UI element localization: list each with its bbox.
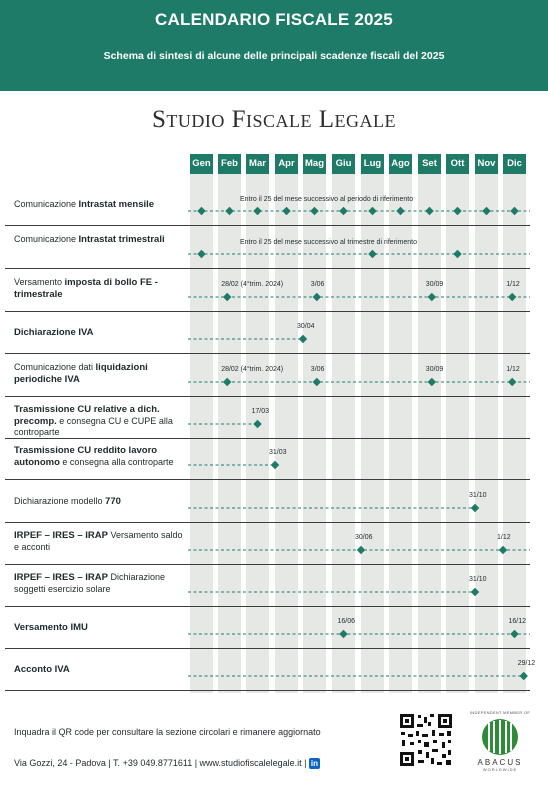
deadline-date: 29/12 <box>517 660 536 667</box>
deadline-marker <box>510 207 518 215</box>
deadline-marker <box>223 293 231 301</box>
deadline-marker <box>299 335 307 343</box>
abacus-emblem-icon <box>480 717 520 757</box>
month-header-ago: Ago <box>389 154 412 174</box>
deadline-date: 31/10 <box>469 492 487 499</box>
row-label-text: e consegna alla controparte <box>59 456 174 467</box>
abacus-logo <box>466 710 534 776</box>
deadline-date: 31/10 <box>469 576 487 583</box>
month-header-set: Set <box>418 154 441 174</box>
deadline-marker <box>197 207 205 215</box>
row-label <box>14 234 190 246</box>
row-label-bold: Versamento IMU <box>14 622 88 633</box>
row-label <box>14 572 190 595</box>
row-label <box>14 622 190 634</box>
deadline-date: 28/02 (4°trim. 2024) <box>221 366 284 373</box>
row-label-bold: Intrastat mensile <box>78 199 155 210</box>
deadline-marker <box>519 672 527 680</box>
deadline-marker <box>313 378 321 386</box>
deadline-marker <box>425 207 433 215</box>
month-header-mar: Mar <box>246 154 269 174</box>
deadline-marker <box>223 378 231 386</box>
deadline-marker <box>508 293 516 301</box>
partner-name: ABACUS <box>477 758 523 767</box>
row-label-text: Versamento saldo e acconti <box>14 530 183 552</box>
deadline-marker <box>471 588 479 596</box>
deadline-date: 3/06 <box>310 366 325 373</box>
month-header-mag: Mag <box>303 154 326 174</box>
row-label-text: Dichiarazione soggetti esercizio solare <box>14 572 166 594</box>
month-header-dic: Dic <box>503 154 526 174</box>
row-label <box>14 496 190 508</box>
deadline-marker <box>271 461 279 469</box>
month-header-gen: Gen <box>190 154 213 174</box>
deadline-date: 30/04 <box>297 323 315 330</box>
deadline-date: 3/06 <box>310 281 325 288</box>
qr-instruction: Inquadra il QR code per consultare la sezione circolari e rimanere aggiornato <box>14 727 321 737</box>
deadline-marker <box>510 630 518 638</box>
row-label-text: Dichiarazione modello <box>14 496 106 506</box>
row-label-text: Versamento <box>14 277 65 287</box>
row-note: Entro il 25 del mese successivo al trimestre di riferimento <box>240 239 418 246</box>
page-title: CALENDARIO FISCALE 2025 <box>155 10 393 29</box>
contacts-text: Via Gozzi, 24 - Padova | T. +39 049.8771611 | www.studiofiscalelegale.it | <box>14 758 307 768</box>
deadline-marker <box>253 420 261 428</box>
row-label-bold: liquidazioni periodiche IVA <box>14 362 148 385</box>
row-label-text: e consegna CU e CUPE alla controparte <box>14 415 173 437</box>
deadline-marker <box>197 250 205 258</box>
row-label-text: Comunicazione <box>14 234 79 244</box>
deadline-marker <box>428 378 436 386</box>
deadline-marker <box>253 207 261 215</box>
row-label-bold: Acconto IVA <box>14 664 70 675</box>
logo-text: Studio Fiscale Legale <box>151 106 397 133</box>
row-label-bold: IRPEF – IRES – IRAP <box>14 572 108 583</box>
deadline-marker <box>368 207 376 215</box>
deadline-marker <box>357 546 365 554</box>
row-label <box>14 277 190 300</box>
deadline-date: 31/03 <box>269 449 287 456</box>
row-label <box>14 327 190 339</box>
deadline-marker <box>339 207 347 215</box>
contacts-line <box>14 758 320 769</box>
deadline-marker <box>310 207 318 215</box>
partner-top-text: INDEPENDENT MEMBER OF <box>469 710 531 715</box>
deadline-date: 16/12 <box>508 618 527 625</box>
deadline-date: 17/03 <box>251 408 270 415</box>
row-label <box>14 404 190 439</box>
partner-sub: WORLDWIDE <box>482 767 518 772</box>
deadline-marker <box>225 207 233 215</box>
deadline-marker <box>471 504 479 512</box>
month-header-feb: Feb <box>218 154 241 174</box>
row-label <box>14 362 190 385</box>
deadline-marker <box>368 250 376 258</box>
row-label-bold: 770 <box>105 496 121 507</box>
deadline-date: 28/02 (4°trim. 2024) <box>221 281 284 288</box>
deadline-marker <box>428 293 436 301</box>
deadline-date: 16/06 <box>337 618 356 625</box>
deadline-date: 30/09 <box>425 281 444 288</box>
month-header-nov: Nov <box>475 154 498 174</box>
row-label <box>14 664 190 676</box>
month-header-apr: Apr <box>275 154 298 174</box>
month-header-giu: Giu <box>332 154 355 174</box>
deadline-marker <box>482 207 490 215</box>
deadline-marker <box>396 207 404 215</box>
deadline-marker <box>499 546 507 554</box>
deadline-date: 30/09 <box>425 366 444 373</box>
row-label <box>14 530 190 553</box>
deadline-marker <box>453 207 461 215</box>
deadline-date: 1/12 <box>506 281 520 288</box>
row-label-bold: IRPEF – IRES – IRAP <box>14 530 108 541</box>
deadline-marker <box>282 207 290 215</box>
row-label-bold: Trasmissione CU relative a dich. precomp. <box>14 404 160 427</box>
row-label-bold: Trasmissione CU reddito lavoro autonomo <box>14 445 158 468</box>
deadline-marker <box>453 250 461 258</box>
row-label <box>14 199 190 211</box>
page-subtitle: Schema di sintesi di alcune delle principali scadenze fiscali del 2025 <box>103 50 445 62</box>
row-label-text: Comunicazione <box>14 199 79 209</box>
month-header-lug: Lug <box>361 154 384 174</box>
deadline-marker <box>339 630 347 638</box>
row-label <box>14 445 190 468</box>
row-label-text: Comunicazione dati <box>14 362 96 372</box>
deadline-date: 30/06 <box>355 534 373 541</box>
row-label-bold: imposta di bollo FE - trimestrale <box>14 277 158 300</box>
linkedin-icon[interactable]: in <box>310 759 319 769</box>
deadline-date: 1/12 <box>497 534 511 541</box>
row-label-bold: Intrastat trimestrali <box>78 234 165 245</box>
row-label-bold: Dichiarazione IVA <box>14 327 94 338</box>
deadline-marker <box>508 378 516 386</box>
deadline-marker <box>313 293 321 301</box>
row-note: Entro il 25 del mese successivo al periodo di riferimento <box>240 196 414 203</box>
month-header-ott: Ott <box>446 154 469 174</box>
deadline-date: 1/12 <box>506 366 520 373</box>
qr-code-icon[interactable] <box>398 712 454 768</box>
